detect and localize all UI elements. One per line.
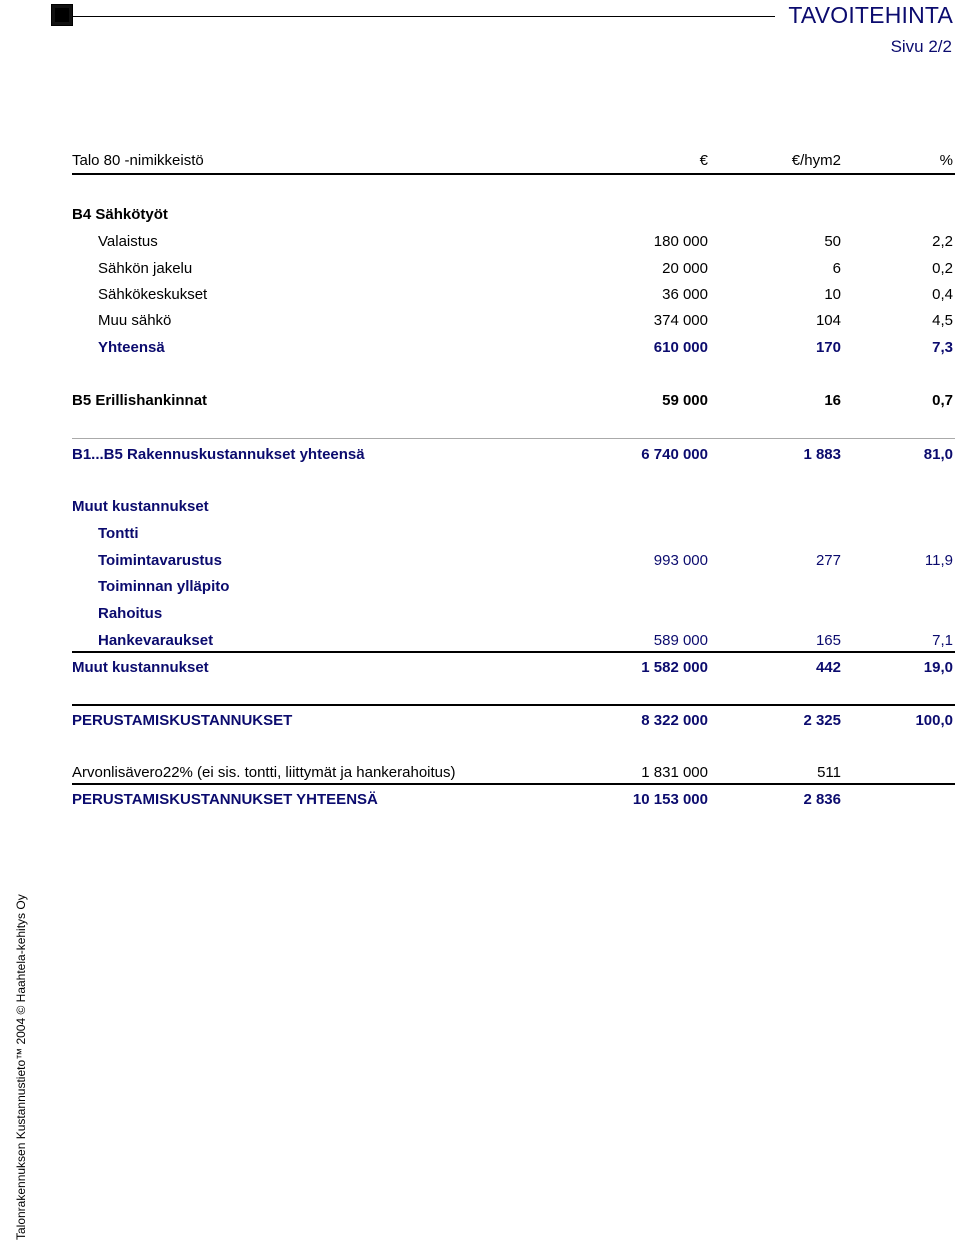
row-percent: 19,0 bbox=[923, 659, 953, 676]
table-row bbox=[72, 231, 954, 253]
table-row bbox=[72, 630, 954, 652]
perustamis-row bbox=[72, 710, 954, 732]
row-eur: 610 000 bbox=[653, 339, 708, 356]
row-eur-per-m2: 2 836 bbox=[803, 791, 841, 808]
row-percent: 4,5 bbox=[932, 312, 953, 329]
row-percent: 81,0 bbox=[923, 446, 953, 463]
row-label: B1...B5 Rakennuskustannukset yhteensä bbox=[72, 446, 365, 463]
row-eur-per-m2: 442 bbox=[815, 659, 841, 676]
row-percent: 11,9 bbox=[924, 552, 953, 569]
row-eur: 1 582 000 bbox=[641, 659, 708, 676]
row-percent: 7,1 bbox=[932, 632, 953, 649]
row-label: Valaistus bbox=[98, 233, 158, 250]
row-label: Muu sähkö bbox=[98, 312, 172, 329]
section-heading-label: B4 Sähkötyöt bbox=[72, 206, 168, 223]
row-label: Muut kustannukset bbox=[72, 659, 209, 676]
row-label: Sähkön jakelu bbox=[98, 260, 193, 277]
header-logo-square bbox=[51, 4, 73, 26]
row-percent: 0,4 bbox=[932, 286, 953, 303]
table-row bbox=[72, 523, 954, 545]
column-header-eur-per-m2: €/hym2 bbox=[791, 152, 841, 169]
row-percent: 7,3 bbox=[932, 339, 953, 356]
copyright-side-note: Talonrakennuksen Kustannustieto™ 2004 © Haahtela-kehitys Oy bbox=[14, 894, 28, 1240]
row-eur: 10 153 000 bbox=[632, 791, 708, 808]
column-header-eur: € bbox=[699, 152, 708, 169]
row-eur-per-m2: 50 bbox=[824, 233, 841, 250]
divider bbox=[72, 651, 955, 653]
row-eur: 993 000 bbox=[653, 552, 708, 569]
row-label: Toiminnan ylläpito bbox=[98, 578, 230, 595]
header-underline bbox=[72, 173, 955, 175]
row-eur-per-m2: 1 883 bbox=[803, 446, 841, 463]
row-eur: 8 322 000 bbox=[641, 712, 708, 729]
row-eur: 1 831 000 bbox=[641, 764, 708, 781]
table-header-row bbox=[72, 150, 954, 172]
row-percent: 0,2 bbox=[932, 260, 953, 277]
table-row bbox=[72, 550, 954, 572]
row-label: Hankevaraukset bbox=[98, 632, 214, 649]
row-eur: 589 000 bbox=[653, 632, 708, 649]
row-label: Tontti bbox=[98, 525, 139, 542]
row-eur: 6 740 000 bbox=[641, 446, 708, 463]
row-label: PERUSTAMISKUSTANNUKSET YHTEENSÄ bbox=[72, 791, 378, 808]
row-eur-per-m2: 6 bbox=[832, 260, 841, 277]
row-label: PERUSTAMISKUSTANNUKSET bbox=[72, 712, 293, 729]
row-eur: 36 000 bbox=[662, 286, 708, 303]
table-header-label: Talo 80 -nimikkeistö bbox=[72, 152, 204, 169]
row-eur: 374 000 bbox=[653, 312, 708, 329]
row-percent: 100,0 bbox=[915, 712, 953, 729]
table-row bbox=[72, 258, 954, 280]
section-heading-b4 bbox=[72, 204, 954, 226]
muut-total-row bbox=[72, 657, 954, 679]
column-header-percent: % bbox=[939, 152, 953, 169]
vat-row bbox=[72, 762, 954, 784]
divider bbox=[72, 783, 955, 785]
divider bbox=[72, 704, 955, 706]
row-eur: 180 000 bbox=[653, 233, 708, 250]
row-label: Sähkökeskukset bbox=[98, 286, 208, 303]
row-eur-per-m2: 277 bbox=[815, 552, 841, 569]
row-eur-per-m2: 511 bbox=[817, 764, 841, 781]
row-label: Yhteensä bbox=[98, 339, 165, 356]
header-rule bbox=[73, 16, 775, 17]
row-eur-per-m2: 10 bbox=[824, 286, 841, 303]
section-heading-muut bbox=[72, 496, 954, 518]
page-number: Sivu 2/2 bbox=[890, 37, 952, 56]
grand-total-row bbox=[72, 789, 954, 811]
row-eur-per-m2: 104 bbox=[815, 312, 841, 329]
row-label: B5 Erillishankinnat bbox=[72, 392, 208, 409]
document-title: TAVOITEHINTA bbox=[788, 2, 953, 28]
row-label: Rahoitus bbox=[98, 605, 163, 622]
row-eur: 59 000 bbox=[662, 392, 708, 409]
divider bbox=[72, 438, 955, 439]
section-heading-label: Muut kustannukset bbox=[72, 498, 209, 515]
row-eur-per-m2: 165 bbox=[815, 632, 841, 649]
table-row bbox=[72, 603, 954, 625]
row-percent: 0,7 bbox=[932, 392, 953, 409]
row-label: Arvonlisävero22% (ei sis. tontti, liittymät ja hankerahoitus) bbox=[72, 764, 456, 781]
b4-total-row bbox=[72, 337, 954, 359]
row-eur-per-m2: 2 325 bbox=[803, 712, 841, 729]
row-percent: 2,2 bbox=[932, 233, 953, 250]
b1-b5-total-row bbox=[72, 444, 954, 466]
table-row bbox=[72, 284, 954, 306]
row-eur-per-m2: 170 bbox=[815, 339, 841, 356]
b5-row bbox=[72, 390, 954, 412]
row-eur-per-m2: 16 bbox=[824, 392, 841, 409]
table-row bbox=[72, 576, 954, 598]
row-eur: 20 000 bbox=[662, 260, 708, 277]
row-label: Toimintavarustus bbox=[98, 552, 222, 569]
table-row bbox=[72, 310, 954, 332]
